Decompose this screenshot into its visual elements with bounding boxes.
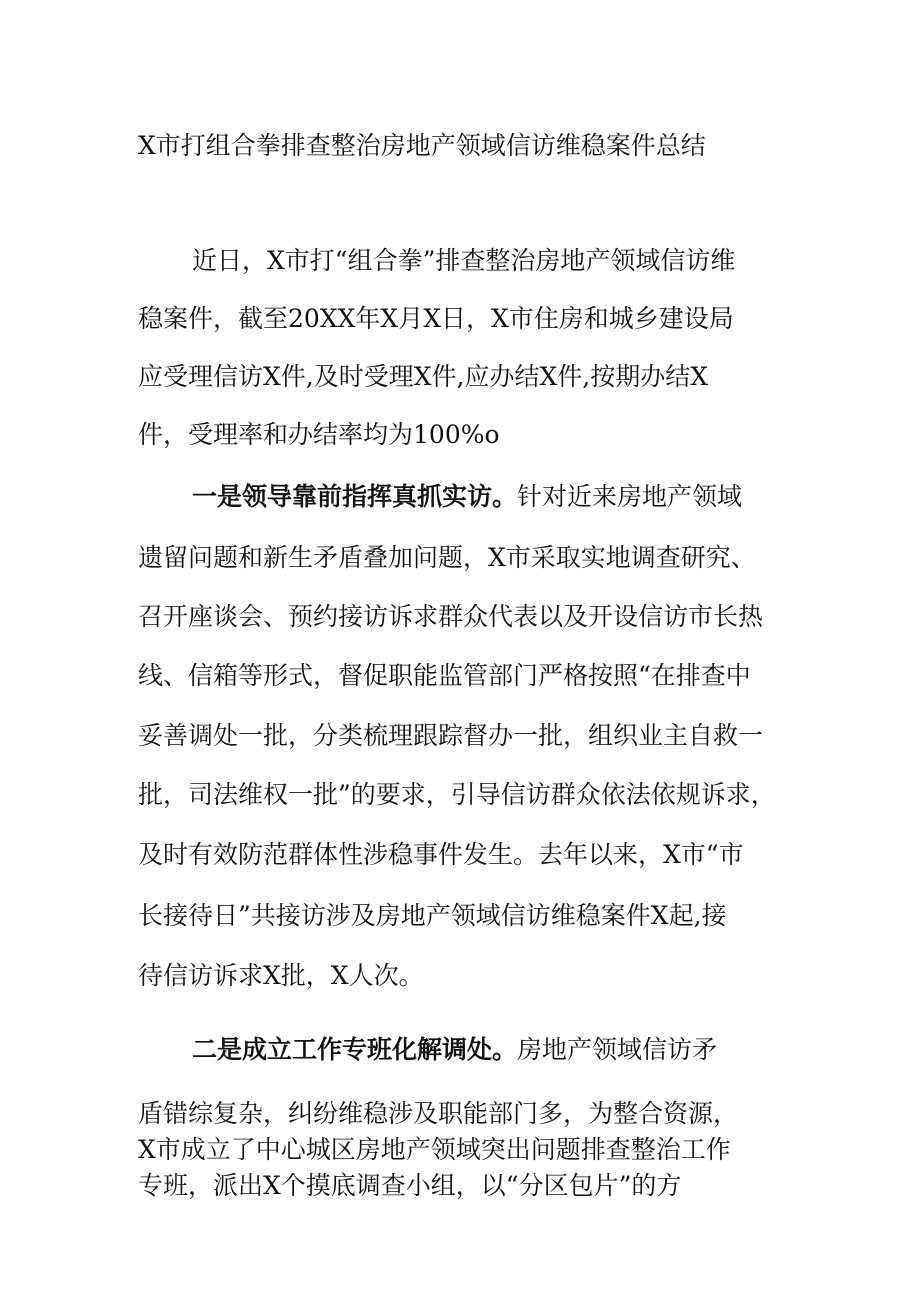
paragraph-2-line-8: 长接待日”共接访涉及房地产领域信访维稳案件X起,接 xyxy=(138,901,727,930)
paragraph-1-line-3: 应受理信访X件,及时受理X件,应办结X件,按期办结X xyxy=(138,362,709,391)
paragraph-2-line-6: 批，司法维权一批”的要求，引导信访群众依法依规诉求， xyxy=(138,780,776,809)
paragraph-1-line-1: 近日，X市打“组合拳”排查整治房地产领域信访维 xyxy=(192,246,736,275)
paragraph-2-line-2: 遗留问题和新生矛盾叠加问题，X市采取实地调查研究、 xyxy=(138,543,756,572)
paragraph-3-first-line-rest: 房地产领域信访矛 xyxy=(517,1035,718,1064)
paragraph-1-line-2: 稳案件，截至20XX年X月X日，X市住房和城乡建设局 xyxy=(138,304,734,333)
paragraph-2-line-7: 及时有效防范群体性涉稳事件发生。去年以来，X市“市 xyxy=(138,840,744,869)
paragraph-2-line-4: 线、信箱等形式，督促职能监管部门严格按照“在排查中 xyxy=(138,661,751,690)
paragraph-2-first-line-rest: 针对近来房地产领域 xyxy=(517,482,743,511)
paragraph-1-line-4: 件，受理率和办结率均为100%o xyxy=(138,420,500,449)
paragraph-2-line-3: 召开座谈会、预约接访诉求群众代表以及开设信访市长热 xyxy=(138,602,764,631)
paragraph-2-line-1 xyxy=(192,477,742,517)
document-title: X市打组合拳排查整治房地产领域信访维稳案件总结 xyxy=(138,131,706,160)
paragraph-3-lead: 二是成立工作专班化解调处。 xyxy=(192,1035,518,1064)
paragraph-3-line-4: 专班，派出X个摸底调查小组，以“分区包片”的方 xyxy=(138,1171,682,1200)
paragraph-2-lead: 一是领导靠前指挥真抓实访。 xyxy=(192,482,518,511)
paragraph-2-line-5: 妥善调处一批，分类梳理跟踪督办一批，组织业主自救一 xyxy=(138,721,764,750)
paragraph-2-line-9: 待信访诉求X批，X人次。 xyxy=(138,961,424,990)
paragraph-3-line-3: X市成立了中心城区房地产领域突出问题排查整治工作 xyxy=(138,1135,731,1164)
paragraph-3-line-2: 盾错综复杂，纠纷维稳涉及职能部门多，为整合资源， xyxy=(138,1099,739,1128)
paragraph-3-line-1 xyxy=(192,1030,717,1070)
